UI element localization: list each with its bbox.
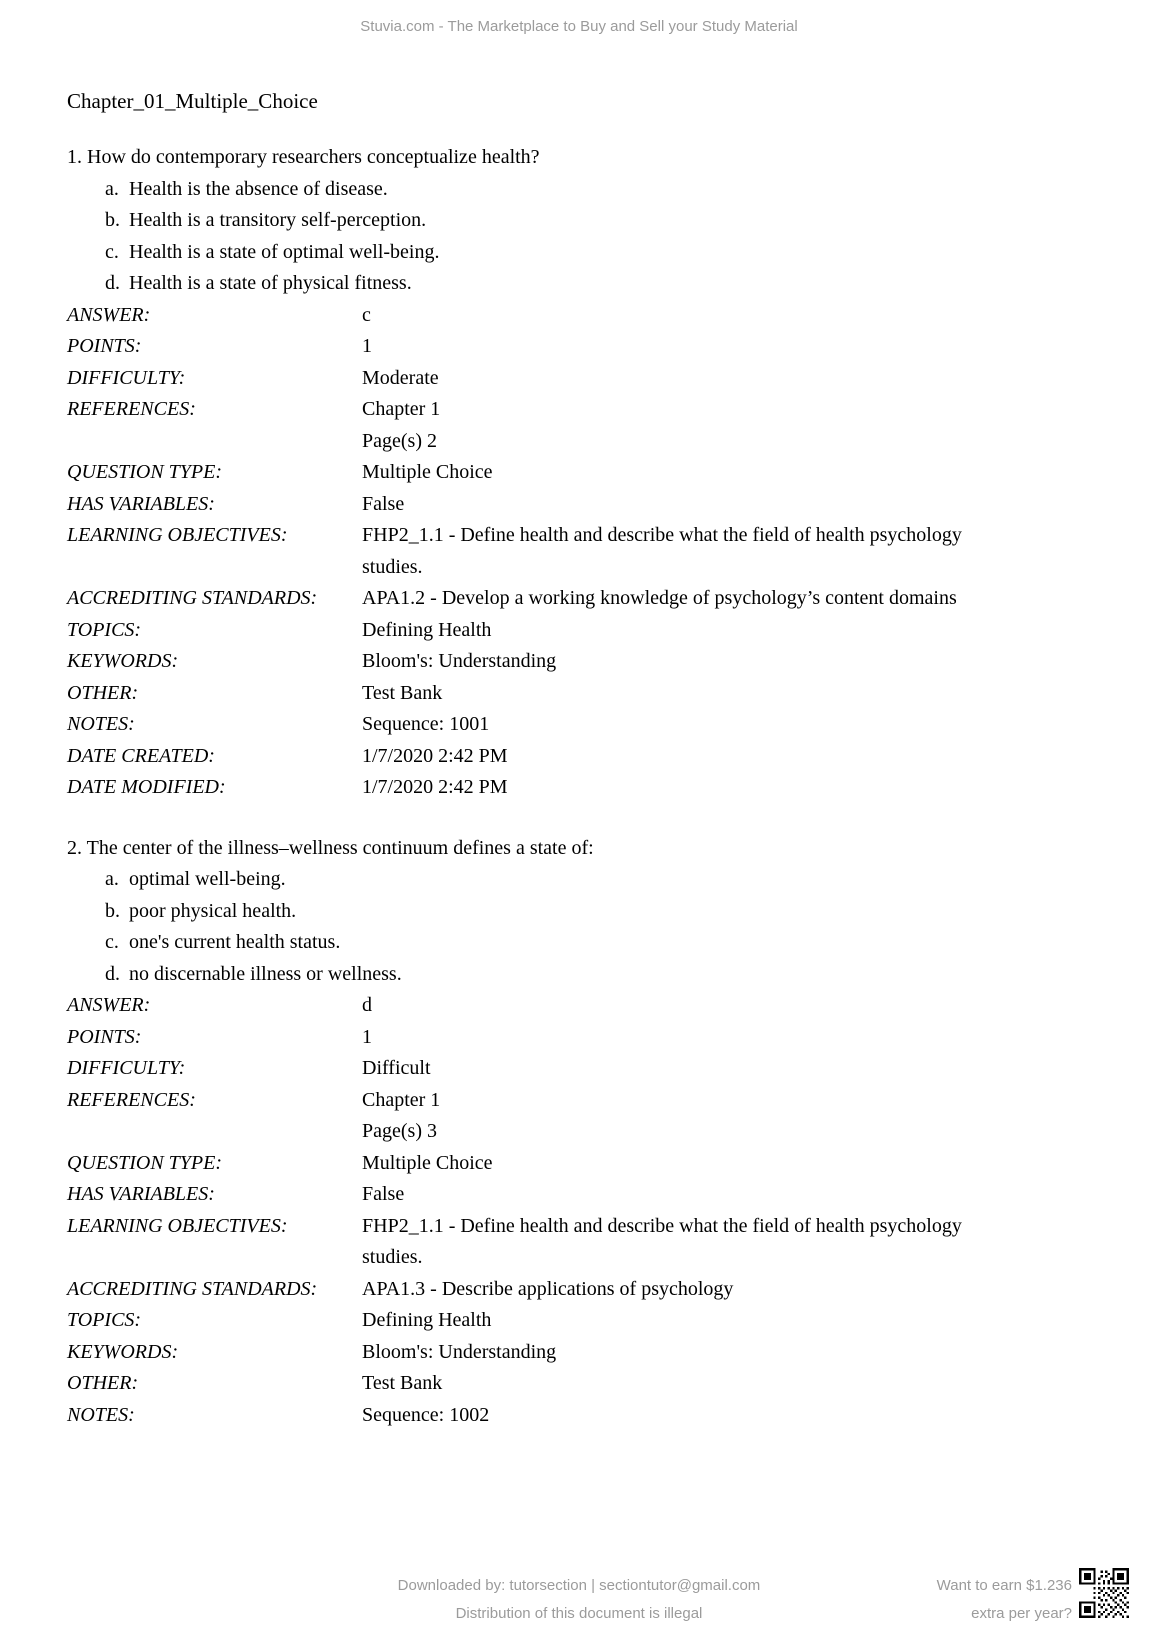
meta-value	[362, 678, 1022, 710]
option-text: Health is a state of optimal well-being.	[129, 240, 440, 263]
meta-label: DIFFICULTY:	[67, 366, 186, 389]
meta-row	[67, 646, 1035, 678]
meta-value-line: Page(s) 2	[362, 429, 437, 452]
question-block	[67, 142, 1035, 804]
option-row	[67, 896, 1035, 928]
meta-label: QUESTION TYPE:	[67, 461, 223, 483]
meta-value	[362, 1148, 1022, 1180]
question-block	[67, 833, 1035, 1432]
earn-line-2: extra per year?	[971, 1605, 1072, 1622]
meta-value	[362, 741, 1022, 773]
meta-value	[362, 990, 1022, 1022]
meta-value-line: Test Bank	[362, 1372, 443, 1394]
meta-label: QUESTION TYPE:	[67, 1151, 223, 1174]
meta-value-line: Bloom's: Understanding	[362, 1340, 557, 1363]
option-text: Health is a transitory self-perception.	[129, 209, 427, 231]
meta-value-line: Chapter 1	[362, 398, 441, 420]
meta-row	[67, 331, 1035, 363]
option-text: poor physical health.	[129, 899, 297, 922]
legal-line: Distribution of this document is illegal	[455, 1605, 703, 1622]
meta-row	[67, 1274, 1035, 1306]
document-title: Chapter_01_Multiple_Choice	[67, 89, 318, 113]
option-letter: d.	[105, 272, 120, 294]
meta-row	[67, 1085, 1035, 1148]
meta-label: NOTES:	[67, 713, 135, 735]
options-list	[67, 864, 1035, 990]
option-row	[67, 268, 1035, 300]
meta-value-line: Multiple Choice	[362, 461, 493, 483]
meta-label: KEYWORDS:	[67, 1340, 179, 1363]
downloaded-by-line: Downloaded by: tutorsection | sectiontutor@gmail.com	[397, 1577, 761, 1594]
meta-value-line: APA1.3 - Describe applications of psychology	[362, 1277, 734, 1300]
meta-row	[67, 678, 1035, 710]
meta-value-line: FHP2_1.1 - Define health and describe what the field of health psychology studies.	[362, 1214, 962, 1268]
meta-value-line: Defining Health	[362, 1309, 492, 1331]
meta-value	[362, 1400, 1022, 1432]
meta-row	[67, 709, 1035, 741]
meta-row	[67, 1148, 1035, 1180]
meta-label: OTHER:	[67, 681, 139, 704]
meta-value-line: 1/7/2020 2:42 PM	[362, 744, 508, 767]
question-number: 2.	[67, 836, 82, 859]
meta-label: ACCREDITING STANDARDS:	[67, 587, 318, 609]
meta-label: POINTS:	[67, 335, 142, 357]
option-row	[67, 205, 1035, 237]
meta-value	[362, 709, 1022, 741]
meta-label: REFERENCES:	[67, 1088, 196, 1111]
meta-value	[362, 583, 1022, 615]
meta-value-line: False	[362, 492, 405, 515]
meta-value-line: False	[362, 1183, 405, 1205]
meta-row	[67, 363, 1035, 395]
meta-list	[67, 300, 1035, 804]
document-content	[67, 88, 1035, 1431]
meta-row	[67, 394, 1035, 457]
meta-label: DATE CREATED:	[67, 744, 215, 767]
stuvia-watermark: Stuvia.com - The Marketplace to Buy and Sell your Study Material	[360, 18, 798, 35]
meta-list	[67, 990, 1035, 1431]
meta-label: TOPICS:	[67, 1309, 142, 1331]
meta-label: ANSWER:	[67, 303, 151, 326]
meta-row	[67, 1211, 1035, 1274]
meta-label: TOPICS:	[67, 618, 142, 641]
meta-row	[67, 741, 1035, 773]
meta-value-line: Test Bank	[362, 681, 443, 704]
meta-value-line: APA1.2 - Develop a working knowledge of psychology’s content domains	[362, 587, 957, 609]
meta-row	[67, 583, 1035, 615]
meta-label: ANSWER:	[67, 994, 151, 1016]
qr-finder-bottom-left	[1079, 1601, 1096, 1618]
option-row	[67, 959, 1035, 991]
meta-row	[67, 772, 1035, 804]
earn-line-1: Want to earn $1.236	[936, 1577, 1072, 1594]
meta-label: POINTS:	[67, 1025, 142, 1048]
meta-value-line: Chapter 1	[362, 1088, 441, 1111]
meta-value	[362, 615, 1022, 647]
meta-value-line: FHP2_1.1 - Define health and describe what the field of health psychology studies.	[362, 524, 962, 578]
meta-value-line: Difficult	[362, 1057, 431, 1079]
question-heading	[67, 833, 1035, 865]
meta-value	[362, 1274, 1022, 1306]
meta-label: DATE MODIFIED:	[67, 776, 226, 798]
meta-row	[67, 1022, 1035, 1054]
meta-value	[362, 300, 1022, 332]
meta-row	[67, 489, 1035, 521]
meta-value	[362, 646, 1022, 678]
meta-value-line: d	[362, 994, 372, 1016]
option-letter: b.	[105, 899, 120, 922]
meta-row	[67, 1400, 1035, 1432]
meta-row	[67, 615, 1035, 647]
meta-value	[362, 1211, 1022, 1274]
meta-value	[362, 1368, 1022, 1400]
options-list	[67, 174, 1035, 300]
qr-code	[1078, 1568, 1130, 1618]
meta-value	[362, 1179, 1022, 1211]
meta-value	[362, 1053, 1022, 1085]
option-text: Health is a state of physical fitness.	[129, 272, 412, 294]
meta-value-line: Multiple Choice	[362, 1151, 493, 1174]
meta-value-line: 1	[362, 335, 372, 357]
option-letter: b.	[105, 209, 120, 231]
option-row	[67, 174, 1035, 206]
meta-value	[362, 1022, 1022, 1054]
meta-value	[362, 1305, 1022, 1337]
meta-value-line: Sequence: 1002	[362, 1403, 490, 1426]
meta-value	[362, 394, 1022, 457]
option-row	[67, 927, 1035, 959]
option-letter: a.	[105, 868, 119, 890]
meta-value-line: 1/7/2020 2:42 PM	[362, 776, 508, 798]
meta-value-line: Sequence: 1001	[362, 713, 490, 735]
meta-value	[362, 457, 1022, 489]
option-letter: d.	[105, 962, 120, 985]
meta-row	[67, 1053, 1035, 1085]
option-letter: c.	[105, 931, 119, 953]
meta-value-line: c	[362, 303, 371, 326]
earn-promo	[937, 1572, 1072, 1628]
meta-row	[67, 1368, 1035, 1400]
option-row	[67, 864, 1035, 896]
question-text: How do contemporary researchers conceptualize health?	[87, 146, 540, 168]
meta-value	[362, 772, 1022, 804]
meta-value	[362, 489, 1022, 521]
meta-value-line: 1	[362, 1025, 372, 1048]
meta-label: ACCREDITING STANDARDS:	[67, 1277, 318, 1300]
meta-value	[362, 363, 1022, 395]
meta-label: LEARNING OBJECTIVES:	[67, 1214, 288, 1237]
meta-value-line: Page(s) 3	[362, 1120, 437, 1142]
option-text: Health is the absence of disease.	[129, 177, 388, 200]
meta-label: LEARNING OBJECTIVES:	[67, 524, 288, 546]
option-letter: c.	[105, 240, 119, 263]
question-number: 1.	[67, 146, 82, 168]
meta-value	[362, 1085, 1022, 1148]
meta-row	[67, 520, 1035, 583]
question-heading	[67, 142, 1035, 174]
meta-row	[67, 300, 1035, 332]
meta-row	[67, 457, 1035, 489]
meta-value	[362, 331, 1022, 363]
option-text: optimal well-being.	[129, 868, 286, 890]
meta-label: REFERENCES:	[67, 398, 196, 420]
meta-value	[362, 1337, 1022, 1369]
meta-label: KEYWORDS:	[67, 650, 179, 672]
option-letter: a.	[105, 177, 119, 200]
meta-label: HAS VARIABLES:	[67, 1183, 215, 1205]
meta-value-line: Moderate	[362, 366, 439, 389]
meta-label: NOTES:	[67, 1403, 135, 1426]
option-text: no discernable illness or wellness.	[129, 962, 402, 985]
option-row	[67, 237, 1035, 269]
meta-label: DIFFICULTY:	[67, 1057, 186, 1079]
option-text: one's current health status.	[129, 931, 341, 953]
meta-row	[67, 1337, 1035, 1369]
meta-label: OTHER:	[67, 1372, 139, 1394]
meta-row	[67, 990, 1035, 1022]
meta-value-line: Defining Health	[362, 618, 492, 641]
meta-row	[67, 1179, 1035, 1211]
meta-row	[67, 1305, 1035, 1337]
qr-finder-top-left	[1079, 1568, 1096, 1585]
questions-list	[67, 142, 1035, 1431]
qr-finder-top-right	[1112, 1568, 1129, 1585]
meta-label: HAS VARIABLES:	[67, 492, 215, 515]
meta-value	[362, 520, 1022, 583]
question-text: The center of the illness–wellness continuum defines a state of:	[86, 836, 594, 859]
meta-value-line: Bloom's: Understanding	[362, 650, 557, 672]
